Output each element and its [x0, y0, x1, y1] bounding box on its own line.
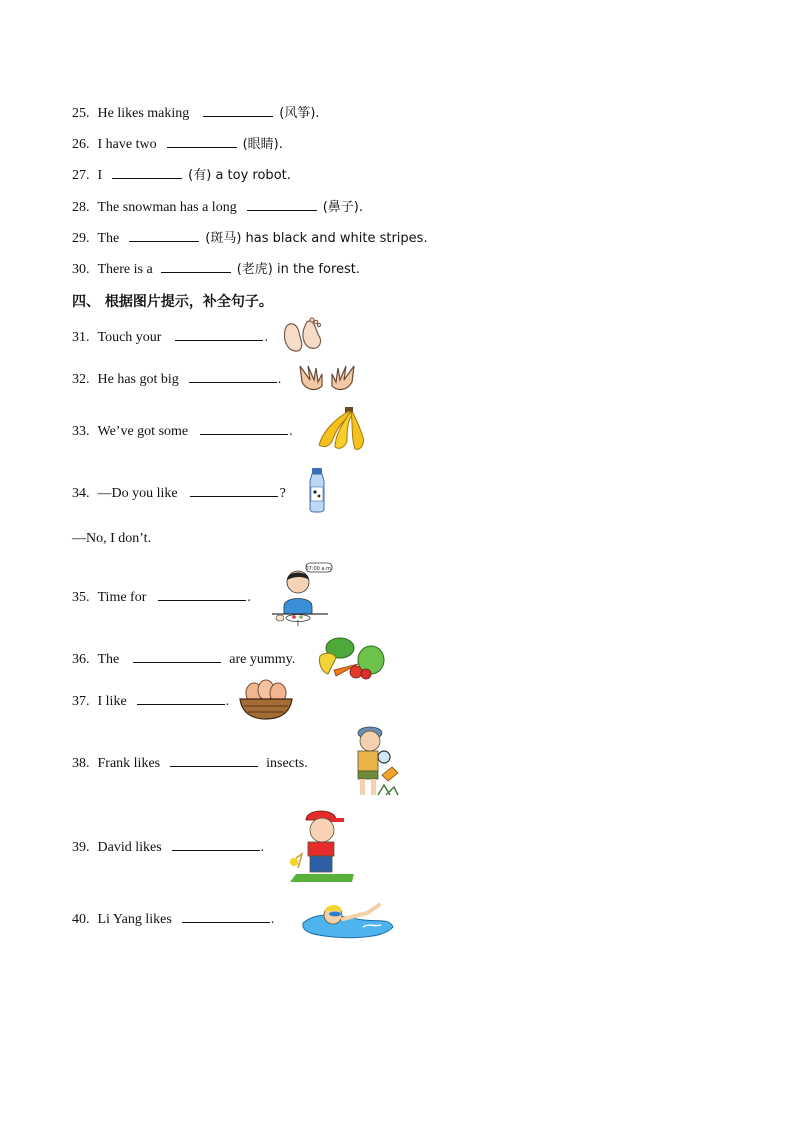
question-text: The [97, 652, 120, 667]
answer-34: —No, I don’t. [72, 531, 152, 546]
question-30 [72, 259, 360, 279]
question-number: 34. [72, 486, 90, 501]
answer-blank[interactable] [112, 165, 182, 179]
question-number: 28. [72, 200, 90, 215]
question-number: 36. [72, 652, 90, 667]
answer-blank[interactable] [172, 837, 260, 851]
question-punct: . [260, 840, 265, 855]
question-punct: . [264, 330, 268, 345]
question-text: He likes making [97, 106, 190, 121]
question-text: Li Yang likes [97, 912, 172, 927]
question-40 [72, 909, 274, 929]
question-number: 31. [72, 330, 90, 345]
question-number: 33. [72, 424, 90, 439]
question-26 [72, 134, 283, 154]
question-hint: (鼻子). [322, 200, 363, 215]
answer-blank[interactable] [189, 369, 277, 383]
answer-blank[interactable] [129, 228, 199, 242]
boy-gardening-icon [284, 806, 358, 884]
question-text: Touch your [97, 330, 162, 345]
question-text: I like [97, 694, 127, 709]
feet-icon [279, 316, 329, 356]
question-number: 35. [72, 590, 90, 605]
question-38 [72, 753, 308, 773]
question-number: 30. [72, 262, 90, 277]
question-number: 29. [72, 231, 90, 246]
eggs-basket-icon [238, 679, 294, 721]
answer-blank[interactable] [175, 327, 263, 341]
question-25 [72, 103, 320, 123]
question-number: 40. [72, 912, 90, 927]
question-text: He has got big [97, 372, 179, 387]
milk-bottle-icon [306, 467, 328, 513]
vegetables-icon [316, 634, 386, 680]
answer-blank[interactable] [161, 259, 231, 273]
question-27 [72, 165, 291, 185]
question-29 [72, 228, 428, 248]
question-hint: (眼睛). [242, 137, 283, 152]
answer-blank[interactable] [247, 197, 317, 211]
question-33 [72, 421, 293, 441]
question-hint: (风筝). [279, 106, 320, 121]
question-number: 38. [72, 756, 90, 771]
answer-blank[interactable] [203, 103, 273, 117]
answer-blank[interactable] [182, 909, 270, 923]
question-35 [72, 587, 251, 607]
question-punct: . [247, 590, 251, 605]
question-punct: . [277, 372, 282, 387]
question-punct: . [270, 912, 275, 927]
question-text: Frank likes [97, 756, 161, 771]
question-number: 39. [72, 840, 90, 855]
answer-blank[interactable] [200, 421, 288, 435]
question-number: 37. [72, 694, 90, 709]
question-28 [72, 197, 363, 217]
section-title: 四、 根据图片提示，补全句子。 [72, 294, 273, 310]
question-text: The snowman has a long [97, 200, 237, 215]
answer-blank[interactable] [133, 649, 221, 663]
question-text: David likes [97, 840, 162, 855]
question-number: 32. [72, 372, 90, 387]
answer-blank[interactable] [170, 753, 258, 767]
question-39 [72, 837, 264, 857]
question-37 [72, 691, 229, 711]
question-text: Time for [97, 590, 147, 605]
question-36 [72, 649, 295, 669]
question-text: There is a [97, 262, 153, 277]
question-text-end: insects. [266, 756, 308, 771]
answer-blank[interactable] [190, 483, 278, 497]
hands-icon [296, 360, 358, 394]
question-punct: . [225, 694, 230, 709]
question-text: The [97, 231, 120, 246]
boy-swimming-icon [297, 893, 397, 941]
clock-text: 07:00 a.m. [305, 566, 333, 572]
question-punct: ? [279, 486, 286, 501]
question-text: —Do you like [97, 486, 178, 501]
question-number: 27. [72, 168, 90, 183]
question-number: 25. [72, 106, 90, 121]
answer-blank[interactable] [167, 134, 237, 148]
question-hint: (斑马) has black and white stripes. [205, 231, 428, 246]
question-34 [72, 483, 286, 503]
boy-magnifier-icon [336, 723, 404, 801]
question-32 [72, 369, 281, 389]
question-text: I [97, 168, 103, 183]
boy-breakfast-icon [268, 560, 336, 628]
question-text-end: are yummy. [229, 652, 296, 667]
question-text: I have two [97, 137, 157, 152]
question-hint: (老虎) in the forest. [236, 262, 361, 277]
bananas-icon [315, 405, 367, 453]
question-text: We’ve got some [97, 424, 189, 439]
answer-blank[interactable] [158, 587, 246, 601]
question-number: 26. [72, 137, 90, 152]
question-hint: (有) a toy robot. [188, 168, 291, 183]
question-31 [72, 327, 268, 347]
question-punct: . [289, 424, 293, 439]
answer-blank[interactable] [137, 691, 225, 705]
